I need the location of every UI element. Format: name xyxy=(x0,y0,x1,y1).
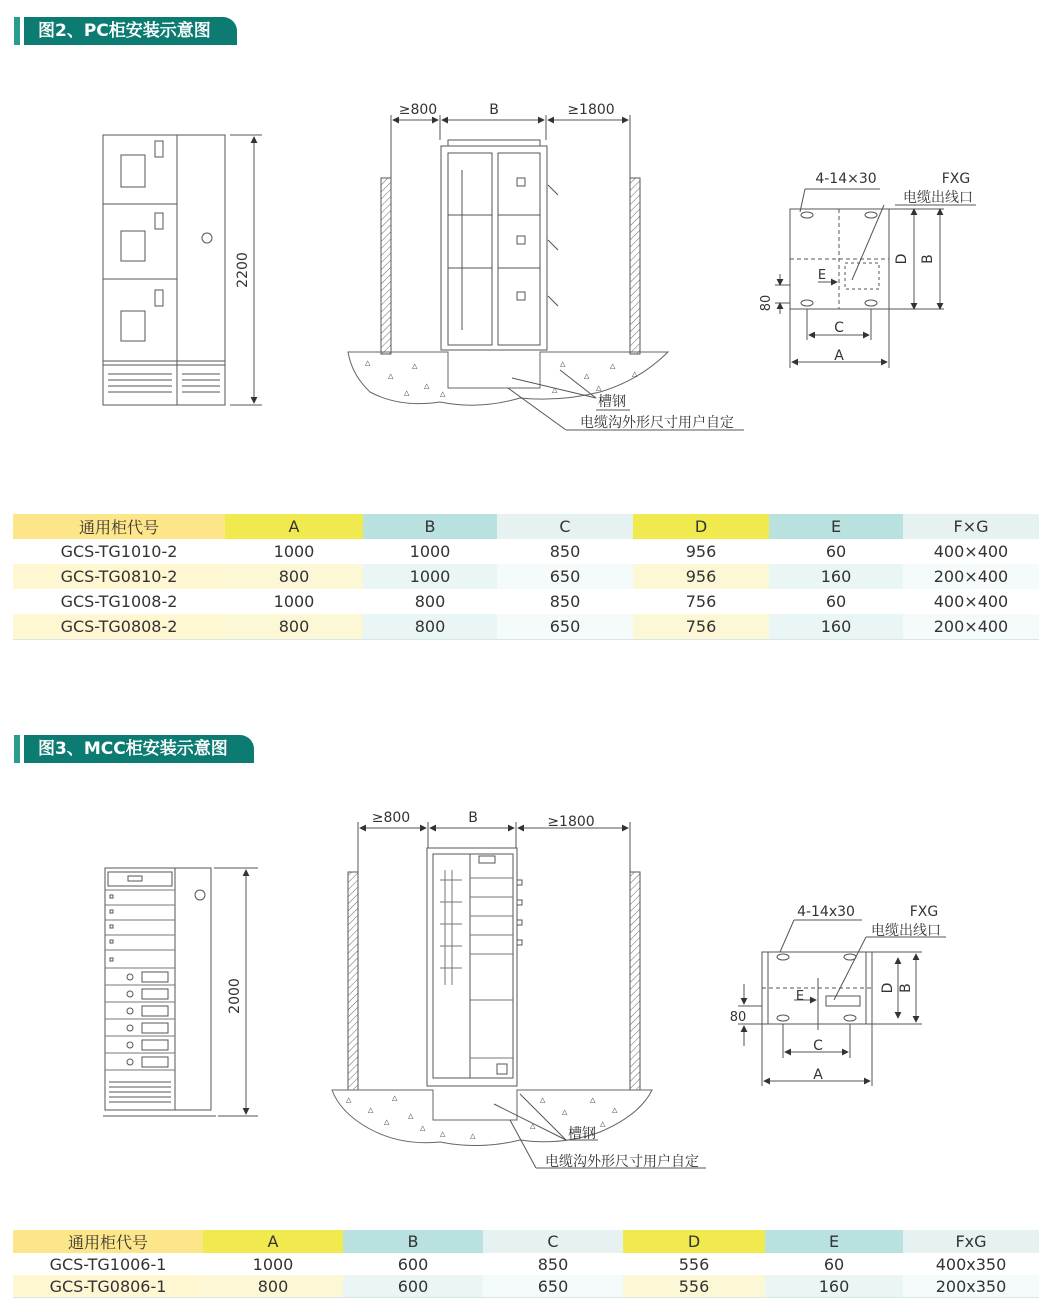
dim-b-label: B xyxy=(898,983,914,993)
table-cell: 600 xyxy=(343,1275,483,1298)
holes-label: 4-14×30 xyxy=(815,171,877,187)
table-cell: 556 xyxy=(678,1254,710,1274)
table-cell: 850 xyxy=(537,1254,569,1274)
mcc-cabinet-drawing xyxy=(0,800,1042,1180)
table-header-row xyxy=(13,1230,1039,1253)
section-header-mcc xyxy=(14,734,254,764)
table-cell: 160 xyxy=(769,564,903,589)
svg-text:△: △ xyxy=(584,372,590,380)
svg-text:△: △ xyxy=(408,1112,414,1120)
width-b-label: B xyxy=(468,810,478,826)
table-row xyxy=(13,1275,1039,1298)
table-row xyxy=(13,614,1039,640)
table-cell: 800 xyxy=(363,614,497,640)
table-cell: 956 xyxy=(685,542,717,561)
dim-e-label: E xyxy=(817,268,827,283)
table-cell: 200×400 xyxy=(903,614,1039,640)
header-cell: E xyxy=(765,1230,903,1253)
pc-front-elevation xyxy=(103,135,262,405)
table-cell: 60 xyxy=(825,542,847,561)
header-cell: E xyxy=(769,514,903,539)
table-cell: 1000 xyxy=(273,542,315,561)
table-cell: 1000 xyxy=(409,542,451,561)
table-cell: 1000 xyxy=(273,592,315,611)
table-cell: 400×400 xyxy=(933,592,1009,611)
header-cell: F×G xyxy=(903,514,1039,539)
svg-text:△: △ xyxy=(440,1130,446,1138)
table-cell: 600 xyxy=(397,1254,429,1274)
table-cell: 60 xyxy=(825,592,847,611)
table-cell: 800 xyxy=(203,1275,343,1298)
svg-text:△: △ xyxy=(440,390,446,398)
channel-steel-label: 槽钢 xyxy=(568,1126,596,1142)
table-cell: GCS-TG0808-2 xyxy=(13,614,225,640)
svg-text:△: △ xyxy=(632,370,638,378)
section-title: 图3、MCC柜安装示意图 xyxy=(24,735,254,763)
table-cell: 756 xyxy=(633,614,769,640)
table-cell: 850 xyxy=(549,592,581,611)
svg-text:△: △ xyxy=(420,1124,426,1132)
svg-text:△: △ xyxy=(346,1096,352,1104)
dim-a-label: A xyxy=(834,348,844,364)
header-cell: D xyxy=(633,514,769,539)
pc-spec-table xyxy=(13,514,1039,640)
dim-d-label: D xyxy=(880,982,896,994)
header-accent-bar xyxy=(14,17,20,45)
section-title: 图2、PC柜安装示意图 xyxy=(24,17,237,45)
svg-text:△: △ xyxy=(384,1118,390,1126)
svg-text:△: △ xyxy=(612,1106,618,1114)
mcc-spec-table xyxy=(13,1230,1039,1298)
table-cell: 160 xyxy=(765,1275,903,1298)
dim-d-label: D xyxy=(894,253,910,265)
table-cell: 1000 xyxy=(252,1254,294,1274)
height-dim-label: 2200 xyxy=(235,252,251,288)
table-cell: GCS-TG0806-1 xyxy=(13,1275,203,1298)
svg-text:△: △ xyxy=(424,382,430,390)
dim-e-label: E xyxy=(795,989,805,1004)
table-cell: 800 xyxy=(414,592,446,611)
header-cell: B xyxy=(343,1230,483,1253)
pc-plan-view xyxy=(759,171,976,368)
width-b-label: B xyxy=(489,102,499,118)
mcc-plan-view xyxy=(730,904,946,1086)
table-row xyxy=(13,564,1039,589)
dim-80-label: 80 xyxy=(759,294,774,312)
svg-text:△: △ xyxy=(600,1120,606,1128)
svg-text:△: △ xyxy=(560,360,566,368)
table-cell: 160 xyxy=(769,614,903,640)
channel-steel-label: 槽钢 xyxy=(598,394,626,410)
svg-text:△: △ xyxy=(388,372,394,380)
header-cell: C xyxy=(483,1230,623,1253)
svg-text:△: △ xyxy=(392,1094,398,1102)
svg-text:△: △ xyxy=(596,384,602,392)
table-cell: 650 xyxy=(497,564,633,589)
dim-80-label: 80 xyxy=(729,1010,747,1025)
pc-side-section xyxy=(348,102,744,431)
table-cell: 400×400 xyxy=(933,542,1009,561)
table-cell: 200x350 xyxy=(903,1275,1039,1298)
table-header-row xyxy=(13,514,1039,539)
table-row xyxy=(13,589,1039,614)
front-clearance-label: ≥800 xyxy=(371,810,411,826)
dim-c-label: C xyxy=(834,320,844,336)
header-cell: 通用柜代号 xyxy=(13,514,225,539)
header-cell: FxG xyxy=(903,1230,1039,1253)
table-cell: 850 xyxy=(549,542,581,561)
svg-text:△: △ xyxy=(590,1096,596,1104)
table-cell: GCS-TG1006-1 xyxy=(49,1254,167,1274)
table-cell: GCS-TG0810-2 xyxy=(13,564,225,589)
table-cell: 756 xyxy=(685,592,717,611)
svg-text:△: △ xyxy=(404,389,410,397)
svg-text:△: △ xyxy=(470,1132,476,1140)
header-cell: D xyxy=(623,1230,765,1253)
header-accent-bar xyxy=(14,735,20,763)
svg-text:△: △ xyxy=(530,1122,536,1130)
table-cell: 400x350 xyxy=(935,1254,1007,1274)
cable-outlet-label: 电缆出线口 xyxy=(871,923,941,939)
dim-c-label: C xyxy=(813,1038,823,1054)
mcc-front-elevation xyxy=(103,868,258,1116)
table-cell: 650 xyxy=(483,1275,623,1298)
pc-cabinet-drawing xyxy=(0,90,1042,450)
header-cell: C xyxy=(497,514,633,539)
table-cell: GCS-TG1008-2 xyxy=(60,592,178,611)
table-row xyxy=(13,539,1039,564)
header-cell: B xyxy=(363,514,497,539)
mcc-side-section xyxy=(332,810,706,1170)
table-cell: 650 xyxy=(497,614,633,640)
trench-note-label: 电缆沟外形尺寸用户自定 xyxy=(545,1154,699,1170)
cable-outlet-label: 电缆出线口 xyxy=(903,190,973,206)
header-cell: A xyxy=(225,514,363,539)
table-row xyxy=(13,1253,1039,1275)
section-header-pc xyxy=(14,16,237,46)
fxg-label: FXG xyxy=(941,171,971,187)
svg-text:△: △ xyxy=(412,362,418,370)
front-clearance-label: ≥800 xyxy=(398,102,438,118)
trench-note-label: 电缆沟外形尺寸用户自定 xyxy=(580,415,734,431)
table-cell: 956 xyxy=(633,564,769,589)
table-cell: 200×400 xyxy=(903,564,1039,589)
fxg-label: FXG xyxy=(909,904,939,920)
table-cell: GCS-TG1010-2 xyxy=(60,542,178,561)
dim-a-label: A xyxy=(813,1067,823,1083)
table-cell: 1000 xyxy=(363,564,497,589)
svg-text:△: △ xyxy=(562,1108,568,1116)
svg-text:△: △ xyxy=(552,386,558,394)
header-cell: A xyxy=(203,1230,343,1253)
table-cell: 800 xyxy=(225,564,363,589)
dim-b-label: B xyxy=(920,254,936,264)
rear-clearance-label: ≥1800 xyxy=(567,102,615,118)
svg-text:△: △ xyxy=(610,362,616,370)
table-cell: 60 xyxy=(823,1254,845,1274)
table-cell: 556 xyxy=(623,1275,765,1298)
holes-label: 4-14x30 xyxy=(797,904,855,920)
header-cell: 通用柜代号 xyxy=(13,1230,203,1253)
svg-text:△: △ xyxy=(365,359,371,367)
table-cell: 800 xyxy=(225,614,363,640)
rear-clearance-label: ≥1800 xyxy=(547,814,595,830)
svg-text:△: △ xyxy=(540,1096,546,1104)
svg-text:△: △ xyxy=(368,1106,374,1114)
height-dim-label: 2000 xyxy=(227,978,243,1014)
